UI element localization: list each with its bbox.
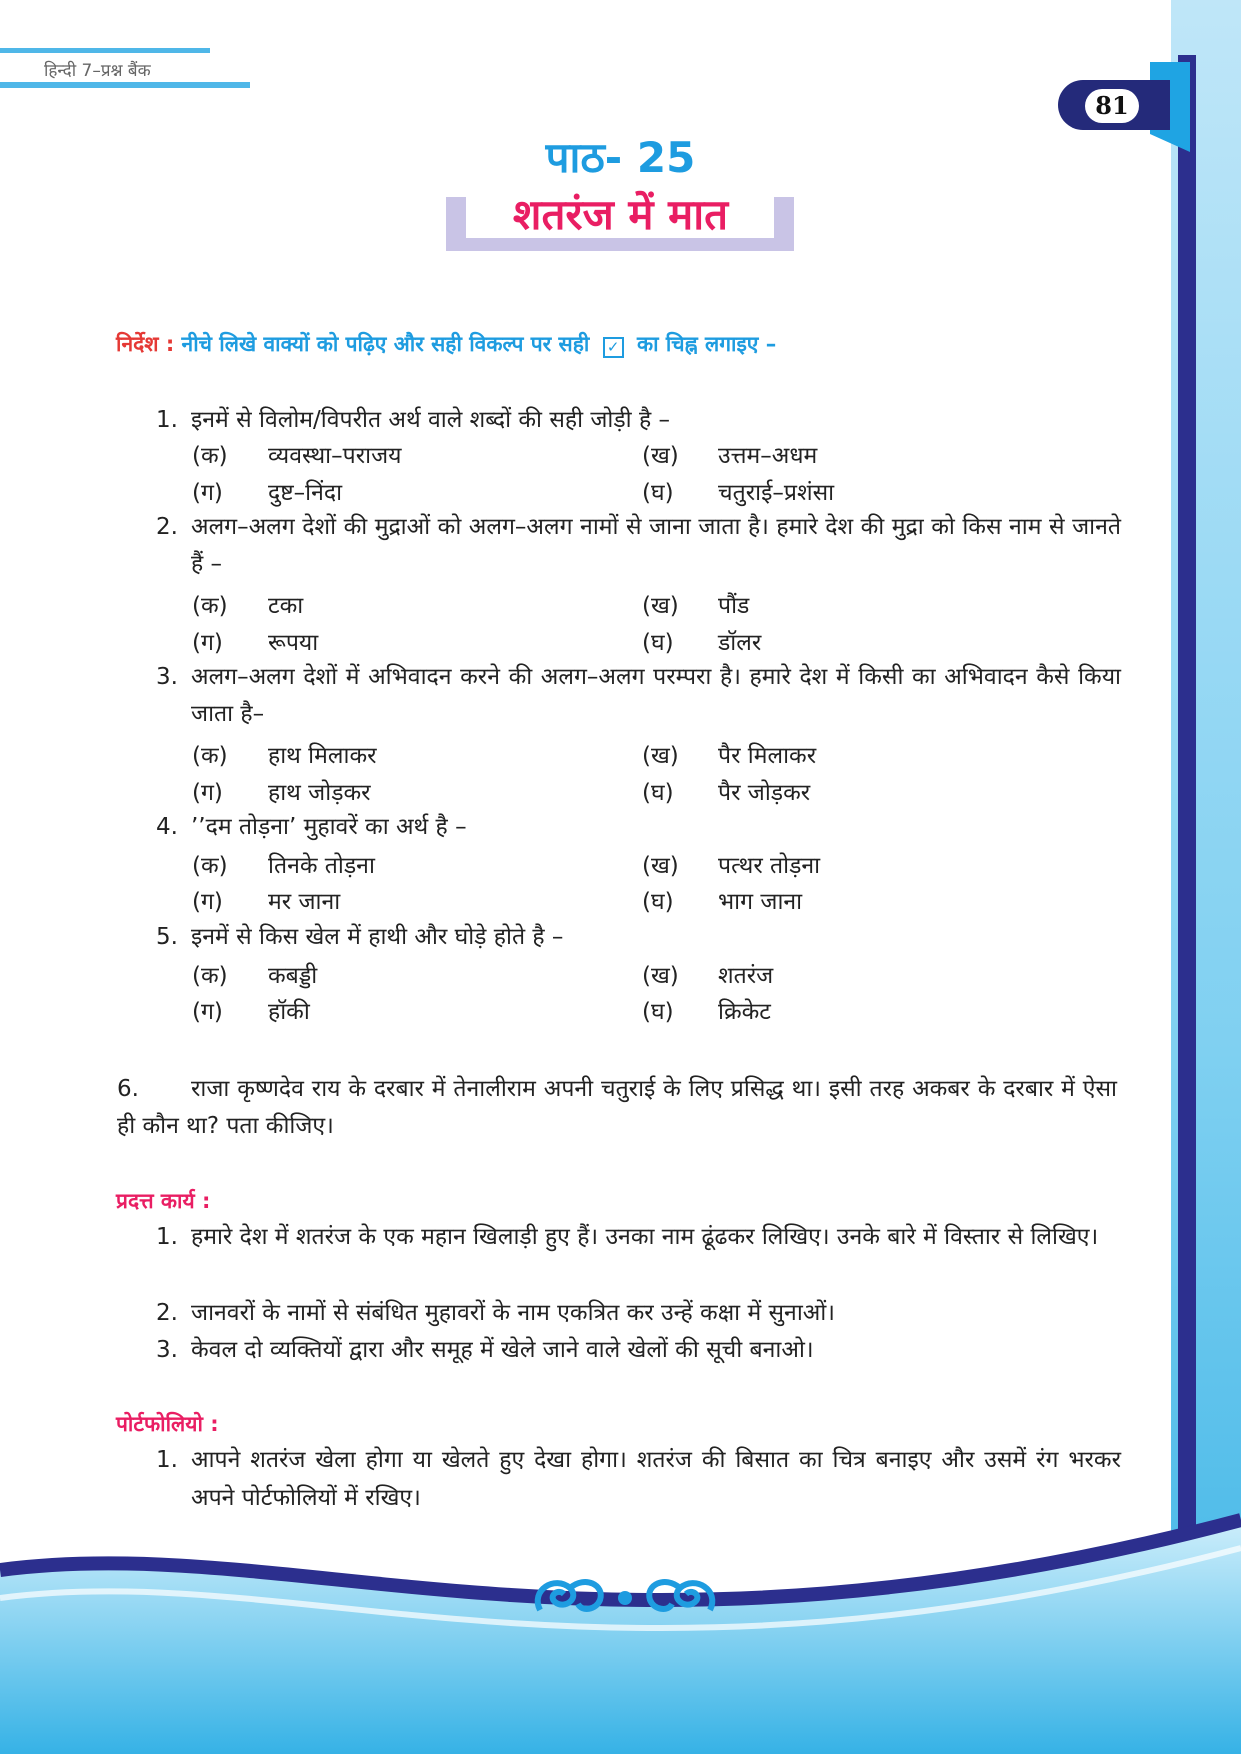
- question-6: [117, 1071, 1117, 1145]
- assignment-heading: प्रदत्त कार्य :: [116, 1189, 211, 1213]
- question-text: अलग–अलग देशों की मुद्राओं को अलग–अलग नामों से जाना जाता है। हमारे देश की मुद्रा को किस नाम से जानते हैं –: [191, 514, 1121, 577]
- question-text: इनमें से विलोम/विपरीत अर्थ वाले शब्दों की सही जोड़ी है –: [191, 407, 670, 433]
- direction: [116, 330, 776, 358]
- question-number: 4.: [156, 814, 178, 840]
- header-line: [0, 82, 250, 88]
- question-text: ’’दम तोड़ना’ मुहावरें का अर्थ है –: [191, 814, 467, 840]
- question-text: इनमें से किस खेल में हाथी और घोड़े होते है –: [191, 924, 564, 950]
- question-number: 3.: [156, 664, 178, 690]
- ornament-icon: [530, 1570, 720, 1620]
- question-text: अलग–अलग देशों में अभिवादन करने की अलग–अलग परम्परा है। हमारे देश में किसी का अभिवादन कैसे किया जाता है–: [191, 664, 1121, 727]
- portfolio-heading: पोर्टफोलियो :: [116, 1412, 219, 1436]
- checkbox-icon: ✓: [603, 337, 624, 358]
- direction-label: निर्देश :: [116, 332, 175, 356]
- lesson-number: पाठ- 25: [545, 133, 696, 182]
- question-number: 2.: [156, 514, 178, 540]
- question-number: 1.: [156, 407, 178, 433]
- direction-text: नीचे लिखे वाक्यों को पढ़िए और सही विकल्प पर सही: [181, 332, 590, 356]
- question-text: राजा कृष्णदेव राय के दरबार में तेनालीराम अपनी चतुराई के लिए प्रसिद्ध था। इसी तरह अकबर के दरबार में ऐसा ही कौन था? पता कीजिए।: [117, 1076, 1117, 1139]
- side-bar: [1178, 55, 1196, 1595]
- bottom-wave: [0, 1490, 1241, 1754]
- header-line: [0, 48, 210, 53]
- page-number: 81: [1085, 89, 1139, 123]
- direction-text-end: का चिह्न लगाइए –: [636, 332, 777, 356]
- question-number: 6.: [117, 1076, 139, 1102]
- book-title: हिन्दी 7–प्रश्न बैंक: [44, 61, 151, 81]
- lesson-title: शतरंज में मात: [512, 190, 729, 239]
- question-number: 5.: [156, 924, 178, 950]
